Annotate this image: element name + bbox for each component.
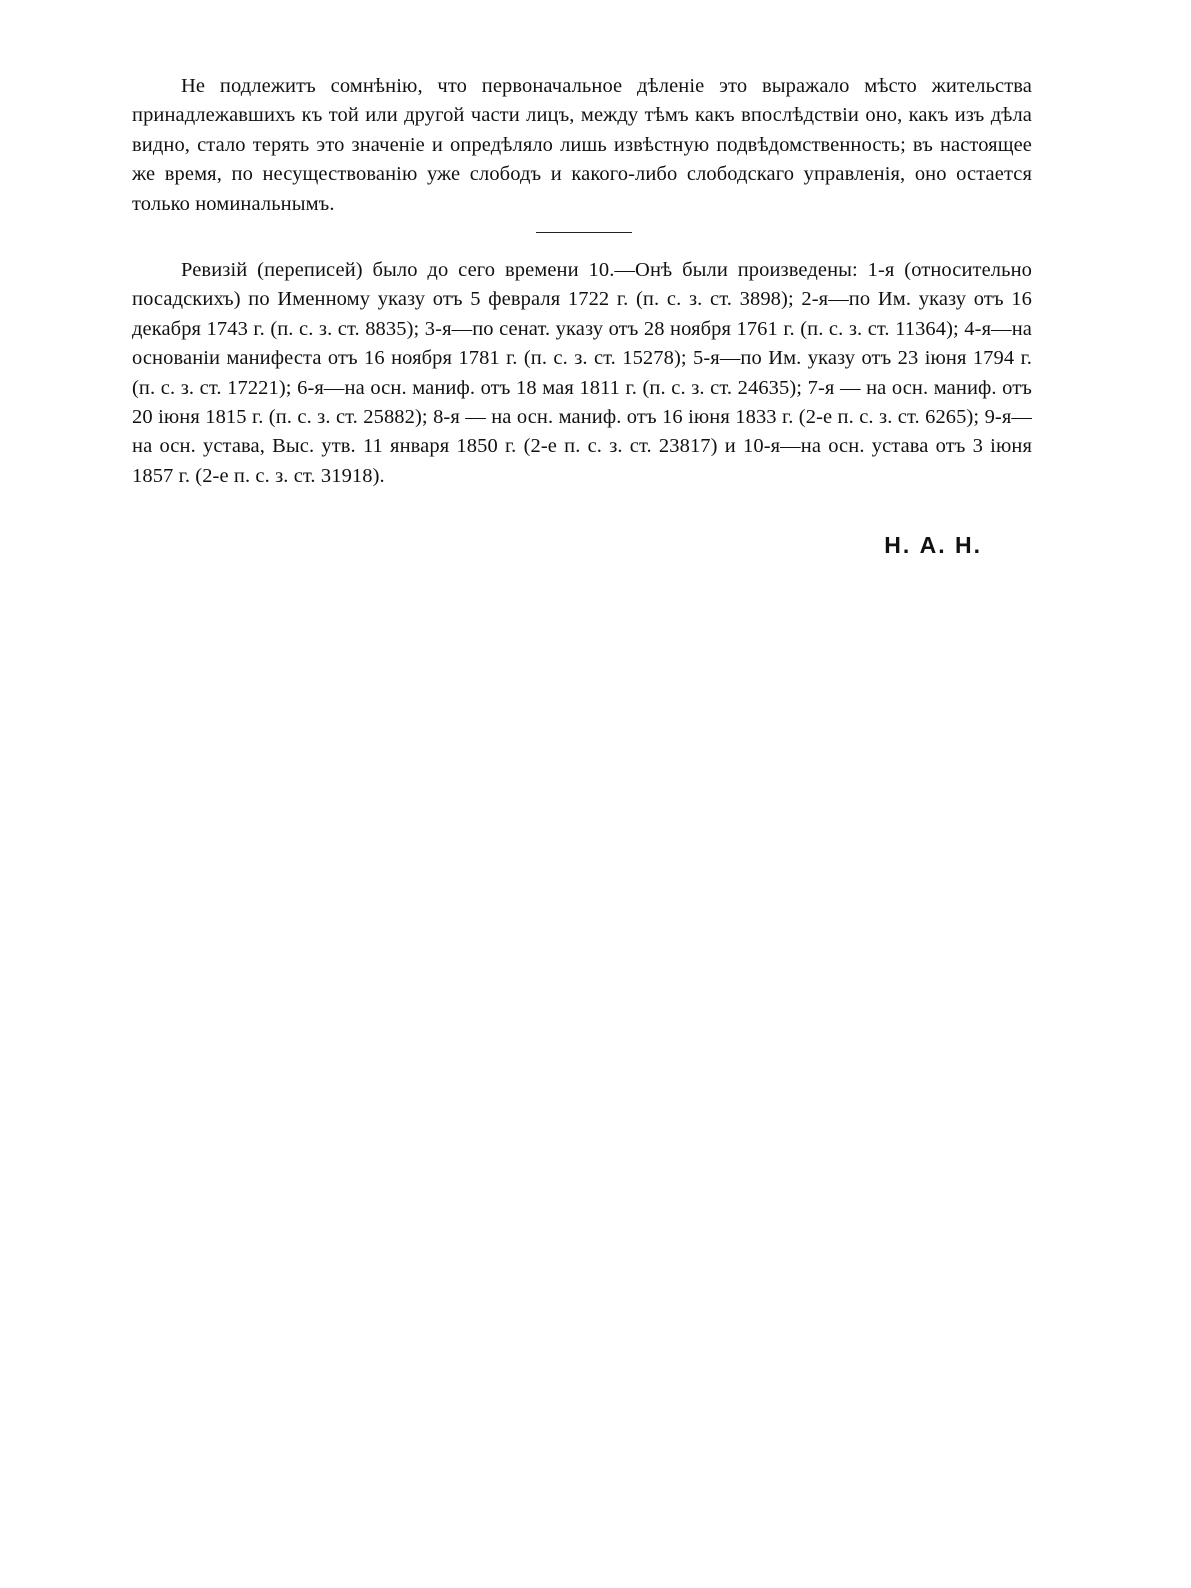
author-initials: Н. А. Н. — [884, 532, 982, 558]
paragraph-settlement-division: Не подлежитъ сомнѣнію, что первоначальное дѣленіе это выражало мѣсто жительства принадлежавшихъ къ той или другой части лицъ, между тѣмъ какъ впослѣдствіи оно, какъ изъ дѣла видно, стало терять это значеніе и опредѣляло лишь извѣстную подвѣдомственность; въ настоящее же время, по несуществованію уже слободъ и какого-либо слободскаго управленія, оно остается только номинальнымъ. — [132, 75, 1032, 215]
section-divider — [536, 232, 632, 233]
paragraph-revisions: Ревизій (переписей) было до сего времени 10.—Онѣ были произведены: 1-я (относительно посадскихъ) по Именному указу отъ 5 февраля 1722 г. (п. с. з. ст. 3898); 2-я—по Им. указу отъ 16 декабря 1743 г. (п. с. з. ст. 8835); 3-я—по сенат. указу отъ 28 ноября 1761 г. (п. с. з. ст. 11364); 4-я—на основаніи манифеста отъ 16 ноября 1781 г. (п. с. з. ст. 15278); 5-я—по Им. указу отъ 23 іюня 1794 г. (п. с. з. ст. 17221); 6-я—на осн. маниф. отъ 18 мая 1811 г. (п. с. з. ст. 24635); 7-я — на осн. маниф. отъ 20 іюня 1815 г. (п. с. з. ст. 25882); 8-я — на осн. маниф. отъ 16 іюня 1833 г. (2-е п. с. з. ст. 6265); 9-я—на осн. устава, Выс. утв. 11 января 1850 г. (2-е п. с. з. ст. 23817) и 10-я—на осн. устава отъ 3 іюня 1857 г. (2-е п. с. з. ст. 31918). — [132, 259, 1032, 487]
